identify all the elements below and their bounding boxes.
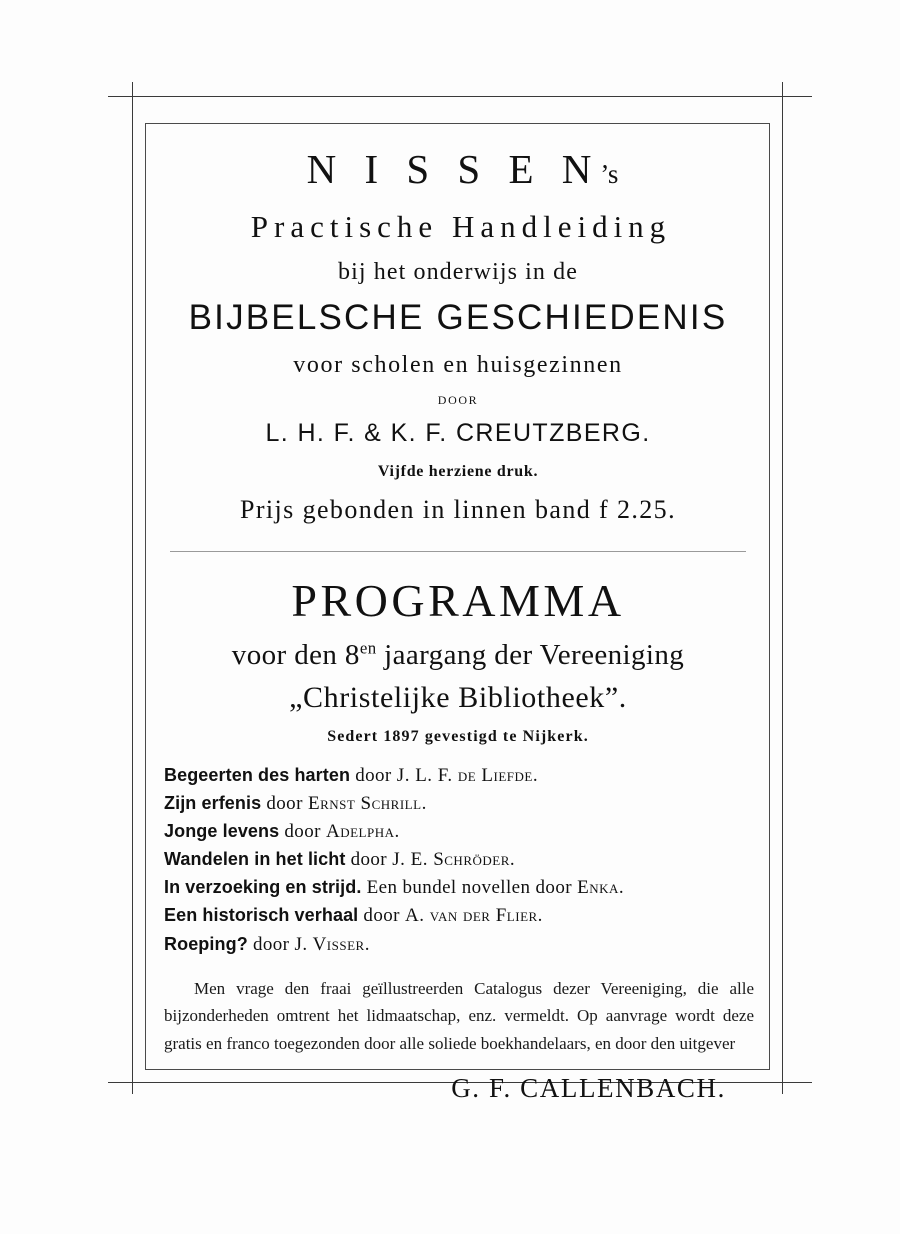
book-title: Roeping? [164,933,248,954]
publisher-signature: G. F. CALLENBACH. [451,1073,726,1104]
crop-mark-left-vertical [132,82,133,1094]
book-author: J. E. Schröder. [392,849,516,871]
crop-mark-top-horizontal [108,96,812,97]
list-item [164,818,758,846]
book-subtitle-primary: Practische Handleiding [250,208,672,244]
list-item [164,931,758,959]
book-title: Een historisch verhaal [164,905,359,926]
book-author: Adelpha. [325,821,400,843]
book-title: Begeerten des harten [164,764,351,785]
programme-year-ordinal-suffix: en [359,638,377,658]
book-list [158,762,758,959]
book-subject-heading: BIJBELSCHE GESCHIEDENIS [188,297,728,337]
book-connector: door [261,793,308,815]
by-label: DOOR [437,392,479,407]
list-item [164,846,758,874]
programme-heading: PROGRAMMA [291,574,625,626]
catalogue-notice: Men vrage den fraai geïllustreerden Catalogus dezer Vereeniging, die alle bijzonderheden omtrent het lidmaatschap, enz. vermeldt. Op aanvrage wordt deze gratis en franco toegezonden door alle soliede boekhandelaars, en door den uitgever [164,978,754,1053]
book-author: Enka. [577,877,625,899]
list-item [164,790,758,818]
book-subtitle-secondary: bij het onderwijs in de [338,258,578,285]
book-title: Jonge levens [164,821,280,842]
crop-mark-right-vertical [782,82,783,1094]
book-author: A. van der Flier. [405,905,543,927]
price-statement: Prijs gebonden in linnen band f 2.25. [240,494,676,524]
publisher-possessive: ’s [600,159,619,189]
book-author: Ernst Schrill. [307,793,427,815]
book-connector: Een bundel novellen door [361,877,578,899]
book-author: J. L. F. de Liefde. [396,764,539,786]
book-author: J. Visser. [294,933,370,955]
society-name: „Christelijke Bibliotheek”. [289,680,627,714]
publisher-name: N I S S E N [306,146,601,192]
programme-year-line [158,639,758,672]
book-connector: door [345,849,393,871]
edition-statement: Vijfde herziene druk. [377,462,539,480]
book-title: In verzoeking en strijd. [164,877,362,898]
book-connector: door [247,933,295,955]
programme-year-rest: jaargang der Vereeniging [376,638,685,671]
book-connector: door [279,821,326,843]
book-title: Wandelen in het licht [164,849,346,870]
book-audience: voor scholen en huisgezinnen [293,351,623,378]
book-authors: L. H. F. & K. F. CREUTZBERG. [265,418,651,447]
society-established: Sedert 1897 gevestigd te Nijkerk. [327,727,589,745]
book-connector: door [350,764,397,786]
list-item [164,762,758,790]
programme-year-prefix: voor den 8 [231,638,360,671]
book-title: Zijn erfenis [164,793,262,814]
advertisement-content [158,133,758,1104]
list-item [164,874,758,902]
book-connector: door [358,905,406,927]
publisher-title [167,147,758,193]
section-divider [170,551,746,552]
list-item [164,902,758,930]
